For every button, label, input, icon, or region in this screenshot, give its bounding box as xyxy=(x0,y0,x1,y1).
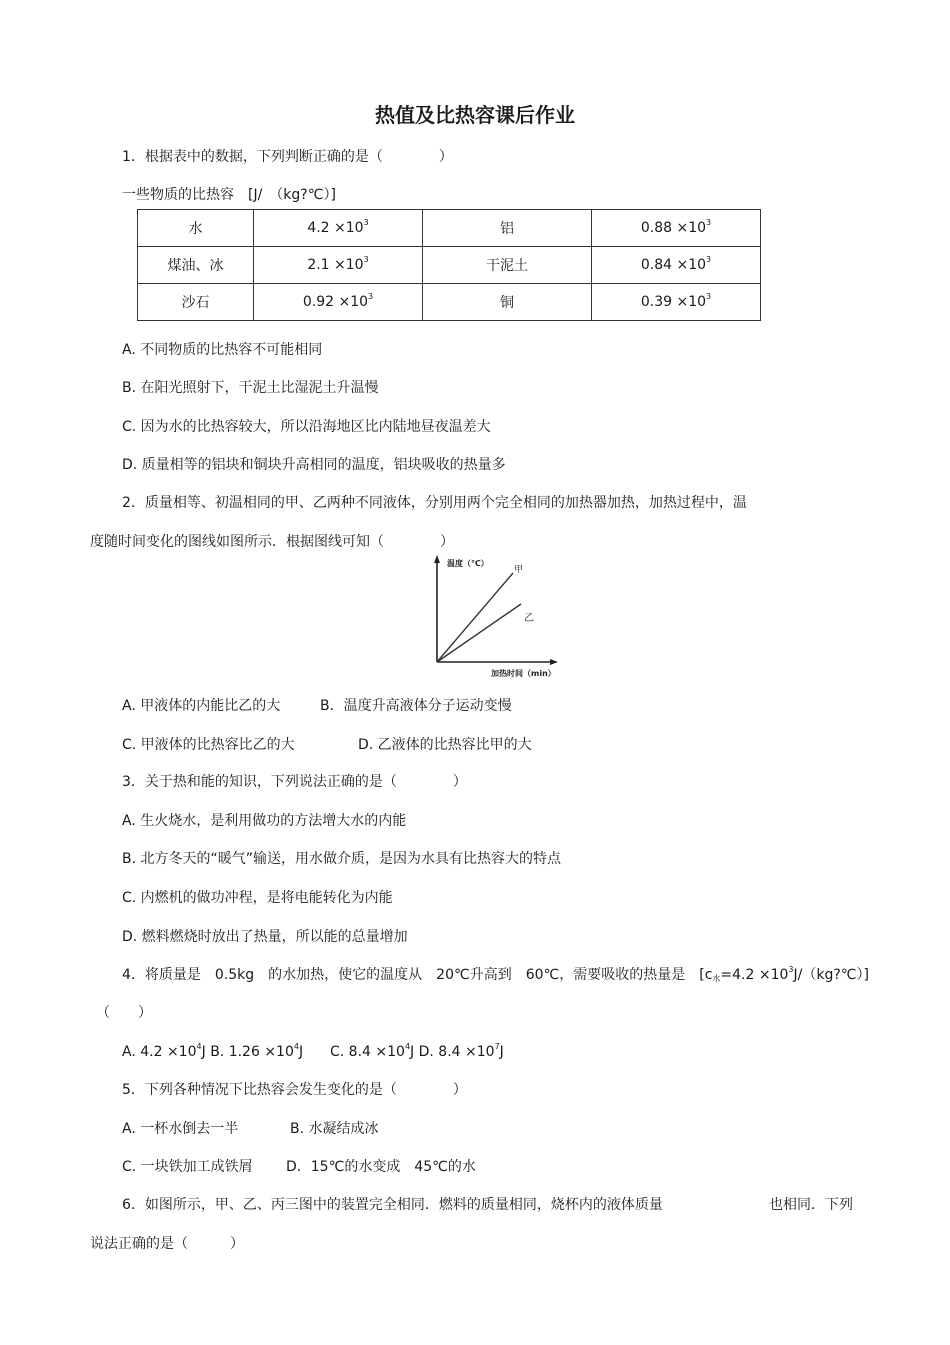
value-cell: $0.92 \times 10^3$ xyxy=(254,284,423,321)
x-axis-arrow xyxy=(550,659,558,665)
x-axis-label: 加热时间（min） xyxy=(491,669,556,678)
q4-option-c: C. $8.4 \times 10^4J$ xyxy=(330,1042,415,1060)
material-cell: 沙石 xyxy=(138,284,254,321)
value-cell: $0.39 \times 10^3$ xyxy=(592,284,761,321)
q2-option-b: B．温度升高液体分子运动变慢 xyxy=(320,698,512,714)
q1-option-d: D. 质量相等的铝块和铜块升高相同的温度，铝块吸收的热量多 xyxy=(122,457,506,473)
q3-option-c: C. 内燃机的做功冲程，是将电能转化为内能 xyxy=(122,890,393,906)
q5-option-d: D．15℃的水变成 45℃的水 xyxy=(286,1159,476,1175)
q1-stem: 1．根据表中的数据，下列判断正确的是（ ） xyxy=(122,149,453,165)
value-cell: $4.2 \times 10^3$ xyxy=(254,210,423,247)
line-yi-label: 乙 xyxy=(524,613,534,624)
q3-option-b: B. 北方冬天的“暖气”输送，用水做介质，是因为水具有比热容大的特点 xyxy=(122,851,562,867)
specific-heat-table xyxy=(137,209,761,321)
q6-stem-line2: 说法正确的是（ ） xyxy=(90,1236,244,1252)
value-cell: $0.88 \times 10^3$ xyxy=(592,210,761,247)
q3-option-d: D. 燃料燃烧时放出了热量，所以能的总量增加 xyxy=(122,929,408,945)
q1-table-caption: 一些物质的比热容 [J/ （kg?℃）] xyxy=(122,187,336,203)
q5-option-a: A. 一杯水倒去一半 xyxy=(122,1121,239,1137)
q2-option-d: D. 乙液体的比热容比甲的大 xyxy=(358,737,532,753)
material-cell: 干泥土 xyxy=(423,247,592,284)
q4-option-a: A. $4.2 \times 10^4J$ xyxy=(122,1042,206,1060)
value-cell: $2.1 \times 10^3$ xyxy=(254,247,423,284)
q5-option-b: B. 水凝结成冰 xyxy=(290,1121,379,1137)
table-row xyxy=(138,210,761,247)
q4-answer-paren: （ ） xyxy=(96,1005,152,1021)
q2-option-c: C. 甲液体的比热容比乙的大 xyxy=(122,737,295,753)
q6-stem-part2: 也相同．下列 xyxy=(769,1197,853,1213)
material-cell: 铜 xyxy=(423,284,592,321)
q2-stem-line2: 度随时间变化的图线如图所示．根据图线可知（ ） xyxy=(90,534,454,550)
value-cell: $0.84 \times 10^3$ xyxy=(592,247,761,284)
table-row xyxy=(138,247,761,284)
q6-stem-part1: 6．如图所示，甲、乙、丙三图中的装置完全相同．燃料的质量相同，烧杯内的液体质量 xyxy=(122,1197,663,1213)
q5-option-c: C. 一块铁加工成铁屑 xyxy=(122,1159,253,1175)
q1-option-a: A. 不同物质的比热容不可能相同 xyxy=(122,342,323,358)
table-row xyxy=(138,284,761,321)
q2-option-a: A. 甲液体的内能比乙的大 xyxy=(122,698,281,714)
q2-stem-line1: 2．质量相等、初温相同的甲、乙两种不同液体，分别用两个完全相同的加热器加热，加热过程中，温 xyxy=(122,495,747,511)
q1-option-c: C. 因为水的比热容较大，所以沿海地区比内陆地昼夜温差大 xyxy=(122,419,491,435)
q4-stem: 4．将质量是 0.5kg 的水加热，使它的温度从 20℃升高到 60℃，需要吸收的热量是 [$c_水=4.2$ $\times 10^3J/(kg?℃)$] xyxy=(122,965,869,983)
q4-option-b: B. $1.26 \times 10^4J$ xyxy=(210,1042,304,1060)
line-jia-label: 甲 xyxy=(514,565,524,575)
y-axis-label: 温度（℃） xyxy=(447,559,489,568)
temperature-time-graph xyxy=(425,552,565,678)
q3-option-a: A. 生火烧水，是利用做功的方法增大水的内能 xyxy=(122,813,407,829)
q1-option-b: B. 在阳光照射下，干泥土比湿泥土升温慢 xyxy=(122,380,379,396)
q4-options xyxy=(122,1043,504,1061)
material-cell: 铝 xyxy=(423,210,592,247)
q5-stem: 5．下列各种情况下比热容会发生变化的是（ ） xyxy=(122,1082,467,1098)
material-cell: 水 xyxy=(138,210,254,247)
material-cell: 煤油、冰 xyxy=(138,247,254,284)
q4-option-d: D. $8.4 \times 10^7J$ xyxy=(418,1042,504,1060)
page-title: 热值及比热容课后作业 xyxy=(375,103,575,127)
y-axis-arrow xyxy=(434,555,440,563)
q3-stem: 3．关于热和能的知识，下列说法正确的是（ ） xyxy=(122,774,467,790)
